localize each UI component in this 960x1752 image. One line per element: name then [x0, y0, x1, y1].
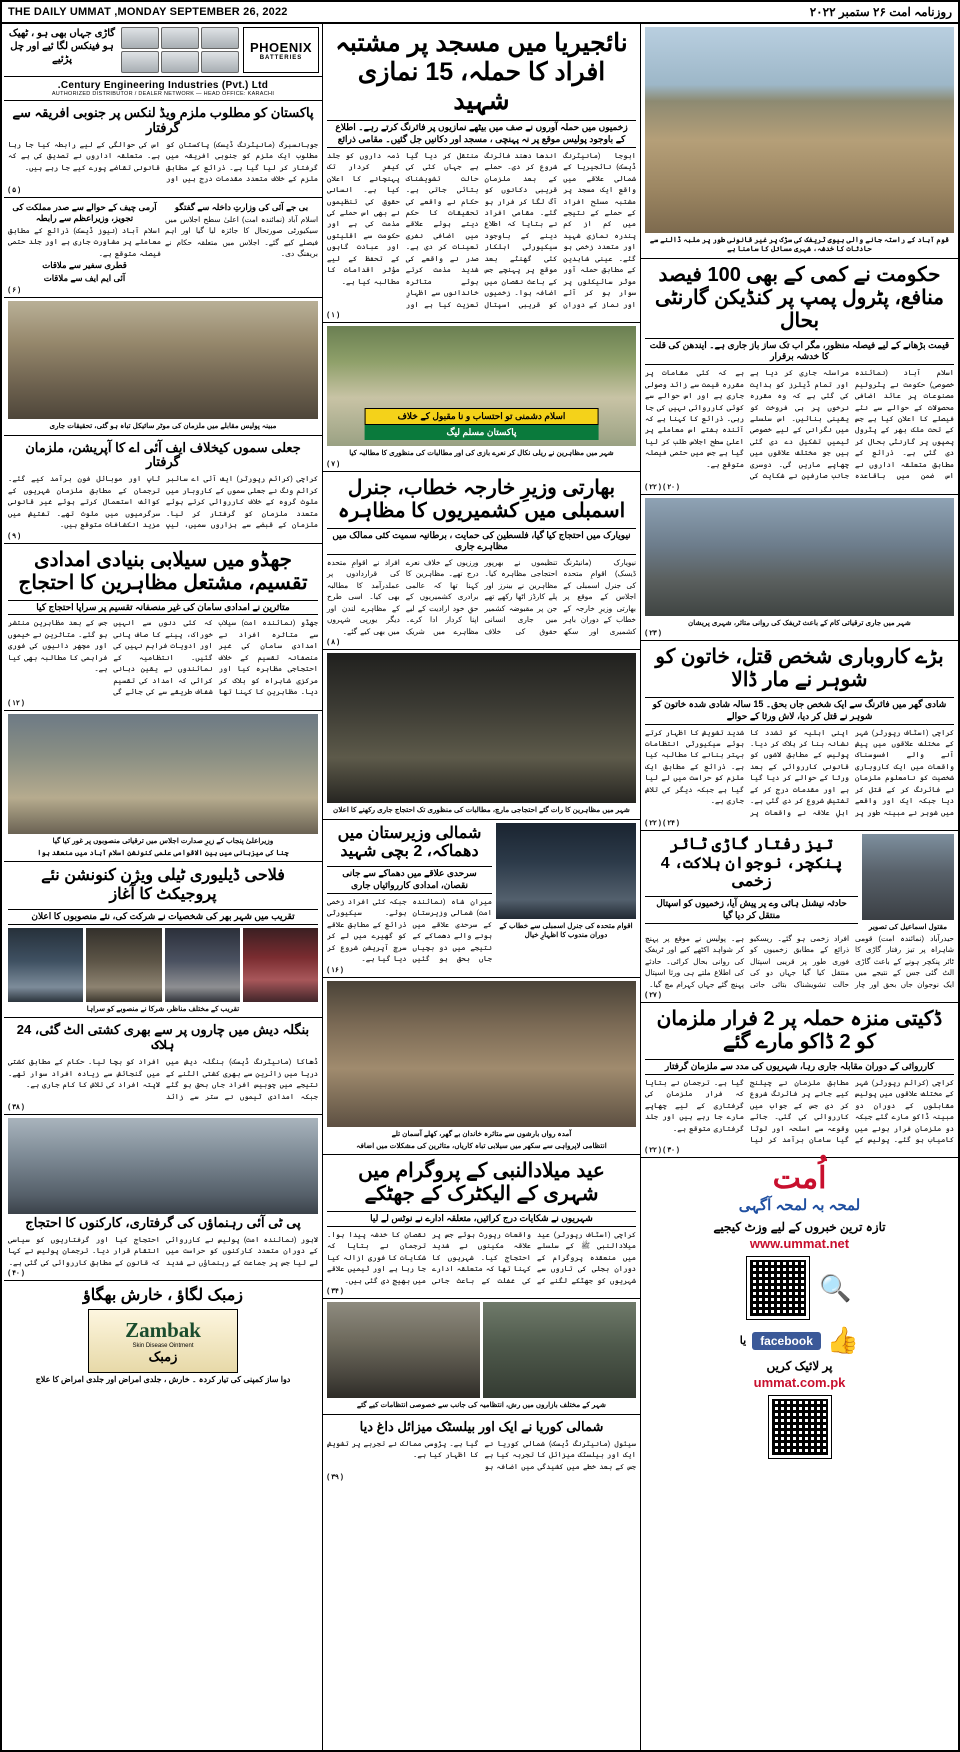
- rally-refs: ( ۷ ): [327, 460, 340, 468]
- qatar-headline: قطری سفیر سے ملاقات: [42, 260, 127, 271]
- story-dacoits-refs: ( ۳۰ ) ( ۲۲ ): [645, 1147, 680, 1155]
- story-accident-body: حیدرآباد (نمائندہ امت) قومی شاہراہ پر تیز رفتار گاڑی کا ٹائر پنکچر ہونے کے باعث گاڑی الٹ گئی جس کے نتیجے میں ایک نوجوان جاں بحق اور چار افراد زخمی ہو گئے۔ ریسکیو ذرائع کے مطابق زخمیوں کو فوری طور پر قریبی اسپتال منتقل کیا گیا جہاں دو کی حالت تشویشناک بتائی جاتی ہے۔ پولیس نے موقع پر پہنچ کر شواہد اکٹھے کیے اور ٹریفک کی روانی بحال کرائی۔ حادثے کی اطلاع ملتے ہی ورثا اسپتال پہنچ گئے جہاں کہرام مچ گیا۔: [645, 933, 954, 989]
- victim-photo: [862, 834, 954, 920]
- flood-family-caption: آمدہ رواں بارشوں سے متاثرہ خاندان بے گھر، کھلے آسمان تلے: [391, 1128, 572, 1138]
- zambak-brand-urdu: زمبک: [148, 1348, 178, 1364]
- phoenix-brand: PHOENIX: [250, 39, 313, 55]
- bangladesh-body: ڈھاکا (مانیٹرنگ ڈیسک) بنگلہ دیش میں دریا میں زائرین سے بھری کشتی الٹنے کے نتیجے میں چوبیس افراد جاں بحق ہو گئے جبکہ امدادی ٹیموں نے ستر سے زائد افراد کو بچا لیا۔ حکام کے مطابق کشتی میں گنجائش سے زیادہ افراد سوار تھے۔ لاپتہ افراد کی تلاش کا کام جاری ہے۔: [8, 1057, 318, 1101]
- construction-refs: ( ۲۳ ): [645, 630, 662, 638]
- story-kashmir-body: نیویارک (مانیٹرنگ ڈیسک) اقوامِ متحدہ کی جنرل اسمبلی کے اجلاس کے موقع پر بھارتی وزیرِ خارجہ کے خطاب کے دوران باہر کشمیری اور سکھ تنظیموں نے بھرپور احتجاجی مظاہرہ کیا۔ مظاہرین نے بینرز اور پلے کارڈز اٹھا رکھے تھے جن پر مقبوضہ کشمیر میں جاری انسانی حقوق کی خلاف ورزیوں کے خلاف نعرے درج تھے۔ مظاہرین کا کہنا تھا کہ عالمی برادری کشمیریوں کے حقِ خود ارادیت کے لیے اپنا کردار ادا کرے۔ مظاہرے میں شریک افراد نے اقوامِ متحدہ کی قراردادوں پر عملدرآمد کا مطالبہ بھی کیا۔ اسی طرح کے مظاہرے لندن اور دیگر یورپی شہروں میں بھی کیے گئے۔: [327, 557, 636, 636]
- phoenix-logo: [243, 27, 319, 73]
- qr-code-site[interactable]: [747, 1257, 809, 1319]
- story-nk-refs: ( ۳۹ ): [327, 1473, 344, 1481]
- phoenix-urdu-line: گاڑی جہاں بھی ہو ، ٹھیک ہو فینکس لگا ئیے اور چل پڑئیے: [8, 28, 116, 65]
- story-accident: [641, 831, 958, 1003]
- zambak-brand: Zambak: [125, 1317, 201, 1342]
- story-kashmir-refs: ( ۸ ): [327, 639, 340, 647]
- fia-refs: ( ۹ ): [8, 532, 21, 540]
- army-chief-headline: آرمی چیف کے حوالے سے صدر مملکت کی تجویز، وزیراعظم سے رابطہ: [12, 201, 157, 223]
- story-dacoits-headline: ڈکیتی منزہ حملہ پر 2 فرار ملزمان کو 2 ڈاکو مارے گئے: [656, 1007, 943, 1053]
- lead-photo-block: [641, 24, 958, 259]
- rally-photo: [327, 326, 636, 446]
- jhuddo-deck: متاثرین نے امدادی سامان کی غیر منصفانہ تقسیم پر سراپا احتجاج کیا: [8, 600, 318, 616]
- market-photo-left: [483, 1302, 636, 1398]
- group-photo-block: [4, 711, 322, 863]
- story-nk-headline: شمالی کوریا نے ایک اور بیلسٹک میزائل داغ دیا: [359, 1418, 604, 1434]
- story-murder: [641, 641, 958, 831]
- bangladesh-refs: ( ۳۸ ): [8, 1104, 25, 1111]
- masthead: [2, 2, 958, 24]
- story-murder-deck: شادی گھر میں فائرنگ سے ایک شخص جاں بحق۔ 15 سالہ شادی شدہ خاتون کو شوہر نے قتل کر دیا، لاش ورثا کے حوالے: [645, 697, 954, 724]
- story-accident-deck: حادثہ نیشنل ہائی وے پر پیش آیا، زخمیوں کو اسپتال منتقل کر دیا گیا: [645, 896, 858, 923]
- story-dacoits: [641, 1003, 958, 1159]
- pti-body: لاہور (نمائندہ امت) پولیس نے کارروائی کے دوران متعدد کارکنوں کو حراست میں لے لیا جس پر جماعت کے رہنماؤں نے شدید احتجاج کیا اور گرفتاریوں کو سیاسی انتقام قرار دیا۔ ترجمان پولیس نے کہا کہ قانون کے مطابق کارروائی کی گئی ہے۔: [8, 1234, 318, 1267]
- convention-photos-caption: تقریب کے مختلف مناظر، شرکا نے منصوبے کو سراہا: [86, 1003, 240, 1013]
- story-nigeria-headline: نائجیریا میں مسجد پر مشتبہ افراد کا حملہ، 15 نمازی شہید: [335, 29, 628, 115]
- imf-headline: آئی ایم ایف سے ملاقات: [43, 273, 126, 284]
- or-label: یا: [739, 1335, 747, 1348]
- vehicle-icon: [121, 51, 159, 73]
- pti-refs: ( ۴۰ ): [8, 1270, 25, 1278]
- story-murder-body: کراچی (اسٹاف رپورٹر) شہر کے مختلف علاقوں میں پیش آنے والے افسوسناک واقعات میں ایک کاروباری شخصیت کو نامعلوم ملزمان نے فائرنگ کر کے قتل کر دیا جبکہ ایک اور واقعے میں شوہر نے مبینہ طور پر اپنی اہلیہ کو تشدد کا نشانہ بنا کر ہلاک کر دیا۔ پولیس کے مطابق لاشوں کو قانونی کارروائی کے بعد ورثا کے حوالے کر دیا گیا ہے اور مقدمات درج کر کے تفتیش شروع کر دی گئی ہے۔ اہلِ علاقہ نے واقعات پر شدید تشویش کا اظہار کرتے ہوئے سیکیورٹی انتظامات بہتر بنانے کا مطالبہ کیا ہے۔ ذرائع کے مطابق ایک ملزم کو حراست میں لے لیا گیا ہے جبکہ دیگر کی تلاش جاری ہے۔: [645, 727, 954, 817]
- short-items-block: [4, 198, 322, 298]
- zambak-footer: دوا ساز کمپنی کی تیار کردہ ۔ خارش ، جلدی امراض اور جلدی امراض کا علاج: [35, 1375, 291, 1385]
- story-petrol-headline: حکومت نے کمی کے بھی 100 فیصد منافع، پٹرول پمپ پر کنڈیکن گارنٹی بحال: [655, 263, 944, 332]
- ummat-visit-text: تازہ ترین خبروں کے لیے وزٹ کیجیے: [713, 1220, 886, 1235]
- convention-photo-1: [243, 928, 318, 1002]
- story-kashmir-protest: [323, 472, 640, 651]
- construction-photo-caption: شہر میں جاری ترقیاتی کام کے باعث ٹریفک کی روانی متاثر، شہری پریشان: [688, 617, 911, 627]
- story-petrol: [641, 259, 958, 495]
- vehicle-icon: [161, 27, 199, 49]
- un-speaker-photo: [496, 823, 636, 919]
- un-speaker-caption: اقوام متحدہ کی جنرل اسمبلی سے خطاب کے دوران مندوب کا اظہارِ خیال: [499, 920, 633, 939]
- column-middle: [322, 24, 640, 1750]
- story-kashmir-headline: بھارتی وزیرِ خارجہ خطاب، جنرل اسمبلی میں کشمیریوں کا مظاہرہ: [337, 476, 626, 522]
- vehicle-icon: [161, 51, 199, 73]
- fia-headline: جعلی سموں کیخلاف ایف آئی اے کا آپریشن، ملزمان گرفتار: [25, 439, 301, 470]
- victim-photo-caption: مقتول اسماعیل کی تصویر: [868, 922, 948, 932]
- story-dacoits-body: کراچی (کرائم رپورٹر) شہر کے مختلف علاقوں میں پولیس مقابلوں کے دوران دو مبینہ ڈاکو مارے گئے جبکہ دو ملزمان فرار ہونے میں کامیاب ہو گئے۔ پولیس کے مطابق ملزمان نے چیلنج کیے جانے پر فائرنگ شروع کر دی جس کے جواب میں کارروائی کی گئی۔ جائے وقوعہ سے اسلحہ اور لوٹا گیا سامان برآمد کر لیا گیا ہے۔ ترجمان نے بتایا کہ فرار ملزمان کی گرفتاری کے لیے چھاپے مارے جا رہے ہیں اور جلد گرفتاری متوقع ہے۔: [645, 1077, 954, 1144]
- story-jhuddo: [4, 544, 322, 711]
- vehicle-icon: [201, 51, 239, 73]
- ummat-url[interactable]: www.ummat.net: [749, 1236, 850, 1252]
- rally-photo-block: [323, 323, 640, 471]
- story-nk-body: سیئول (مانیٹرنگ ڈیسک) شمالی کوریا نے ایک اور بیلسٹک میزائل کا تجربہ کیا ہے جس کے بعد خطے میں کشیدگی میں اضافہ ہو گیا ہے۔ پڑوسی ممالک نے تجربے پر تشویش کا اظہار کیا ہے۔: [327, 1438, 636, 1471]
- pti-headline: پی ٹی آئی رہنماؤں کی گرفتاری، کارکنوں کا احتجاج: [25, 1215, 301, 1230]
- zambak-headline: زمبک لگاؤ ، خارش بھگاؤ: [83, 1287, 243, 1305]
- construction-photo-block: [641, 495, 958, 641]
- story-nigeria-deck: زخمیوں میں حملہ آوروں نے صف میں بیٹھے نمازیوں پر فائرنگ کرتے رہے۔ اطلاع کے باوجود پولیس موقع پر نہ پہنچی ، مسجد اور دکانیں جل گئیں۔ مقامی ذرائع: [327, 120, 636, 147]
- column-right: [640, 24, 958, 1750]
- masthead-left-title: THE DAILY UMMAT ,MONDAY SEPTEMBER 26, 2022: [8, 6, 288, 18]
- story-waziristan-refs: ( ۱۶ ): [327, 966, 344, 974]
- qr-code-facebook[interactable]: [769, 1396, 831, 1458]
- wreck-photo: [8, 301, 318, 419]
- construction-photo: [645, 498, 954, 616]
- convention-photo-2: [165, 928, 240, 1002]
- story-eid-body: کراچی (اسٹاف رپورٹر) عید میلادالنبی ﷺ کے سلسلے میں منعقدہ پروگرام کے دوران بجلی کی تاروں سے شہریوں کو جھٹکے لگنے کے واقعات رپورٹ ہوئے جس پر علاقہ مکینوں نے شدید احتجاج کیا۔ شہریوں کا کہنا تھا کہ متعلقہ ادارے کی غفلت کے باعث جانی نقصان کا خدشہ پیدا ہوا۔ ترجمان نے بتایا کہ شکایات کا فوری ازالہ کیا جا رہا ہے اور ٹیمیں علاقے میں بھیج دی گئی ہیں۔: [327, 1229, 636, 1285]
- jhuddo-headline: جھڈو میں سیلابی بنیادی امدادی تقسیم، مشتعل مظاہرین کا احتجاج: [18, 548, 308, 594]
- vehicle-icon: [201, 27, 239, 49]
- story-murder-headline: بڑے کاروباری شخص قتل، خاتون کو شوہر نے مار ڈالا: [655, 646, 944, 692]
- police-photo: [8, 1118, 318, 1214]
- story-nigeria-refs: ( ۱ ): [327, 312, 340, 320]
- story-waziristan-deck: سرحدی علاقے میں دھماکے سے جانی نقصان، امدادی کارروائیاں جاری: [327, 866, 492, 893]
- story-eid-electric: [323, 1155, 640, 1299]
- group-photo-caption: وزیراعلیٰ پنجاب کے زیرِ صدارت اجلاس میں ترقیاتی منصوبوں پر غور کیا گیا: [52, 835, 274, 845]
- pak-africa-body: جوہانسبرگ (مانیٹرنگ ڈیسک) پاکستان کو مطلوب ایک ملزم کو جنوبی افریقہ میں گرفتار کر لیا گیا ہے۔ ذرائع کے مطابق ملزم کے خلاف متعدد مقدمات درج ہیں اور اس کی حوالگی کے لیے رابطہ کیا جا رہا ہے۔ متعلقہ اداروں نے تصدیق کی ہے کہ قانونی تقاضے پورے کیے جا رہے ہیں۔: [8, 139, 318, 184]
- isi-headline: بی جے آئی کی وزارتِ داخلہ سے گفتگو: [174, 201, 309, 212]
- story-murder-refs: ( ۲۴ ) ( ۲۲ ): [645, 820, 680, 828]
- market-caption: شہر کے مختلف بازاروں میں رش، انتظامیہ کی جانب سے خصوصی انتظامات کیے گئے: [356, 1400, 607, 1410]
- zambak-brand-sub: Skin Disease Ointment: [132, 1342, 194, 1349]
- vehicle-icon: [121, 27, 159, 49]
- ummat-site[interactable]: ummat.com.pk: [753, 1375, 846, 1391]
- thumbs-up-icon: 👍: [826, 1325, 860, 1356]
- lead-photo: [645, 27, 954, 233]
- phoenix-sub: BATTERIES: [259, 54, 303, 61]
- story-petrol-body: اسلام آباد (نمائندہ خصوصی) حکومت نے پٹرولیم مصنوعات پر عائد اضافی محصولات کے حوالے سے نئے فیصلے کا اعلان کیا ہے جس کے تحت ملک بھر کے پٹرول پمپوں پر گارنٹی بحال کر دی گئی ہے۔ ذرائع کے مطابق متعلقہ اداروں نے اس ضمن میں باقاعدہ مراسلہ جاری کر دیا ہے اور تمام ڈیلرز کو ہدایت کی گئی ہے کہ وہ مقررہ نرخوں پر ہی فروخت کو یقینی بنائیں۔ اس سلسلے میں نگرانی کے لیے خصوصی ٹیمیں تشکیل دے دی گئی ہیں جو مختلف علاقوں میں چھاپے ماریں گی۔ دوسری جانب صارفین نے شکایت کی ہے کہ کئی مقامات پر مقررہ قیمت سے زائد وصولی جاری ہے اور اس حوالے سے کوئی کارروائی نہیں کی جا رہی۔ ذرائع کا کہنا ہے کہ آئندہ ہفتے اس معاملے پر اعلیٰ سطح اجلاس طلب کر لیا گیا ہے جس میں حتمی فیصلہ متوقع ہے۔: [645, 368, 954, 481]
- story-accident-refs: ( ۲۷ ): [645, 991, 662, 999]
- night-march-caption: شہر میں مظاہرین کا رات گئے احتجاجی مارچ، مطالبات کی منظوری تک احتجاج جاری رکھنے کا اعلان: [333, 805, 630, 815]
- story-kashmir-deck: نیویارک میں احتجاج کیا گیا، فلسطین کی حمایت ، برطانیہ سمیت کئی ممالک میں مظاہرے جاری: [327, 528, 636, 555]
- phoenix-battery-ad: [4, 24, 322, 77]
- story-eid-deck: شہریوں نے شکایات درج کرائیں، متعلقہ ادارے نے نوٹس لے لیا: [327, 1211, 636, 1227]
- army-chief-body: اسلام آباد (نیوز ڈیسک) ذرائع کے مطابق معاملے پر مشاورت جاری ہے اور جلد حتمی فیصلہ متوقع ہے۔: [8, 225, 161, 258]
- jhuddo-body: جھڈو (نمائندہ امت) سیلاب سے متاثرہ افراد نے امدادی سامان کی غیر منصفانہ تقسیم کے خلاف احتجاجی مظاہرہ کیا اور مرکزی شاہراہ کو بلاک کر دیا۔ مظاہرین کا کہنا تھا کہ کئی دنوں سے انہیں خوراک، پینے کا صاف پانی اور ادویات فراہم نہیں کی گئیں۔ انتظامیہ کے نمائندوں نے یقین دہانی کرائی کہ امداد کی تقسیم شفاف طریقے سے کی جائے گی جس کے بعد مظاہرین منتشر ہو گئے۔ متاثرین نے خیموں اور مچھر دانیوں کی فوری فراہمی کا مطالبہ بھی کیا ہے۔: [8, 618, 318, 697]
- convention-caption: چنا کی میزبانی میں بین الاقوامی علمی کنونشن اسلام آباد میں منعقد ہوا: [37, 848, 289, 858]
- market-photo-block: [323, 1299, 640, 1414]
- story-petrol-deck: قیمت بڑھانے کے لیے فیصلہ منظور، مگر اب تک ساز باز جاری ہے۔ ایندھن کی قلت کا خدشہ برقرار: [645, 338, 954, 365]
- facebook-like-text: پر لائیک کریں: [766, 1359, 833, 1374]
- bangladesh-headline: بنگلہ دیش میں چاروں پر سے بھری کشتی الٹ گئی، 24 ہلاک: [16, 1022, 310, 1053]
- wreck-caption: مبینہ پولیس مقابلے میں ملزمان کی موٹر سائیکل تباہ ہو گئی، تحقیقات جاری: [49, 421, 277, 431]
- story-bangladesh: [4, 1018, 322, 1115]
- convention-deck: تقریب میں شہر بھر کی شخصیات نے شرکت کی، نئے منصوبوں کا اعلان: [8, 909, 318, 925]
- zambak-ad: [4, 1281, 322, 1388]
- rally-banner-green: پاکستان مسلم لیگ: [364, 425, 599, 440]
- short-items-refs: ( ۶ ): [8, 287, 21, 295]
- phoenix-vehicles: [121, 27, 239, 73]
- isi-body: اسلام آباد (نمائندہ امت) اعلیٰ سطح اجلاس میں سیکیورٹی صورتحال کا جائزہ لیا گیا اور اہم فیصلے کیے گئے۔ اجلاس میں متعلقہ حکام نے بریفنگ دی۔: [165, 214, 318, 259]
- flood-family-photo: [327, 981, 636, 1127]
- convention-photo-3: [86, 928, 161, 1002]
- story-north-korea: [323, 1415, 640, 1484]
- jhuddo-refs: ( ۱۲ ): [8, 699, 25, 707]
- story-accident-headline: تیز رفتار گاڑی ٹائر پنکچر، نوجوان ہلاکت، 4 زخمی: [660, 836, 843, 891]
- story-nigeria-mosque: [323, 24, 640, 323]
- facebook-badge[interactable]: facebook: [752, 1332, 821, 1350]
- lead-photo-caption: قوم آباد کے راستہ جانے والی ہیوی ٹریفک کی سڑک پر غیر قانونی طور پر ملبہ ڈالنے سے حادثات کا خدشہ، شہری مسائل کا سامنا ہے: [649, 235, 950, 254]
- story-nigeria-body: ابوجا (مانیٹرنگ ڈیسک) نائجیریا کے شمالی علاقے میں واقع ایک مسجد پر مشتبہ مسلح افراد کے حملے کے نتیجے میں کم از کم پندرہ نمازی شہید اور متعدد زخمی ہو گئے۔ عینی شاہدین کے مطابق حملہ آور موٹر سائیکلوں پر سوار ہو کر آئے اور نماز کے دوران اندھا دھند فائرنگ شروع کر دی۔ حملے کے بعد ملزمان قریبی دکانوں کو آگ لگا کر فرار ہو گئے۔ مقامی افراد نے بتایا کہ اطلاع دینے کے باوجود سیکیورٹی اہلکار کئی گھنٹے بعد موقع پر پہنچے جس کے باعث نقصان میں اضافہ ہوا۔ زخمیوں کو قریبی اسپتال منتقل کر دیا گیا ہے جہاں کئی کی حالت تشویشناک بتائی جاتی ہے۔ حکام نے واقعے کی تحقیقات کا حکم دیتے ہوئے علاقے میں اضافی نفری تعینات کر دی ہے۔ صدر نے واقعے کی شدید مذمت کرتے ہوئے متاثرہ خاندانوں سے اظہارِ تعزیت کیا ہے اور ذمہ داروں کو جلد کیفرِ کردار تک پہنچانے کا اعلان کیا ہے۔ انسانی حقوق کی تنظیموں نے بھی اس حملے کی مذمت کی ہے اور حکومت سے اقلیتوں اور عبادت گاہوں کے تحفظ کے لیے مؤثر اقدامات کا مطالبہ کیا ہے۔: [327, 150, 636, 309]
- market-photo-right: [327, 1302, 480, 1398]
- night-march-block: [323, 650, 640, 819]
- century-engineering-ad: [4, 77, 322, 101]
- rally-photo-caption: شہر میں مظاہرین نے ریلی نکال کر نعرے بازی کی اور مطالبات کی منظوری کا مطالبہ کیا: [349, 448, 614, 458]
- story-waziristan-body: میران شاہ (نمائندہ امت) شمالی وزیرستان کے سرحدی علاقے میں ہونے والے دھماکے کے نتیجے میں دو بچیاں جاں بحق ہو گئیں جبکہ کئی افراد زخمی ہوئے۔ سیکیورٹی ذرائع کے مطابق علاقے کو گھیرے میں لے کر سرچ آپریشن شروع کر دیا گیا ہے۔: [327, 896, 492, 964]
- flood-family-block: [323, 978, 640, 1156]
- century-sub: AUTHORIZED DISTRIBUTOR / DEALER NETWORK — HEAD OFFICE: KARACHI: [51, 91, 275, 97]
- ummat-tagline: لمحہ بہ لمحہ آگہی: [738, 1197, 861, 1215]
- rally-banner-yellow: اسلام دشمنی تو احتساب و نا مقبول کے خلاف: [364, 408, 599, 425]
- masthead-right-title: روزنامہ امت ۲۶ ستمبر ۲۰۲۲: [809, 5, 952, 19]
- ummat-promo-ad: [641, 1158, 958, 1464]
- pak-africa-refs: ( ۵ ): [8, 186, 21, 194]
- century-name: Century Engineering Industries (Pvt.) Ltd.: [57, 80, 269, 91]
- convention-headline: فلاحی ڈیلیوری ٹیلی ویژن کنونشن نئے پروجیکٹ کا آغاز: [41, 867, 285, 903]
- convention-photo-4: [8, 928, 83, 1002]
- night-march-photo: [327, 653, 636, 803]
- magnifier-icon: 🔍: [819, 1272, 852, 1303]
- wreck-photo-block: [4, 298, 322, 435]
- page-body: [2, 24, 958, 1750]
- ummat-logo: اُمت: [772, 1162, 827, 1196]
- story-waziristan-headline: شمالی وزیرستان میں دھماکہ، 2 بچی شہید: [337, 824, 482, 860]
- column-left: [4, 24, 322, 1750]
- zambak-pack: [88, 1309, 238, 1373]
- story-waziristan: [323, 820, 640, 978]
- story-eid-headline: عید میلادالنبی کے پروگرام میں شہری کے الیکٹرک کے جھٹکے: [358, 1160, 605, 1206]
- story-pak-africa: [4, 101, 322, 198]
- story-eid-refs: ( ۳۴ ): [327, 1288, 344, 1296]
- story-pti-arrests: [4, 1115, 322, 1281]
- group-photo: [8, 714, 318, 834]
- flood-relief-caption: انتظامی لاپرواہی سے سکھر میں سیلابی تباہ کاریاں، متاثرین کی مشکلات میں اضافہ: [356, 1140, 607, 1150]
- fia-body: کراچی (کرائم رپورٹر) ایف آئی اے سائبر کرائم ونگ نے جعلی سموں کے کاروبار میں ملوث گروہ کے خلاف کارروائی کرتے ہوئے متعدد ملزمان کو گرفتار کر لیا۔ ملزمان کے قبضے سے ہزاروں سمیں، لیپ ٹاپ اور موبائل فون برآمد کیے گئے۔ ترجمان کے مطابق ملزمان شہریوں کے کوائف استعمال کرتے ہوئے غیر قانونی سرگرمیوں میں ملوث تھے۔ تفتیش میں مزید انکشافات متوقع ہیں۔: [8, 474, 318, 530]
- story-dacoits-deck: کارروائی کے دوران مقابلہ جاری رہا، شہریوں کی مدد سے ملزمان گرفتار: [645, 1059, 954, 1075]
- story-fia: [4, 436, 322, 544]
- pak-africa-headline: پاکستان کو مطلوب ملزم ویڈ لنکس پر جنوبی افریقہ سے گرفتار: [12, 105, 314, 135]
- story-convention: [4, 862, 322, 1018]
- story-petrol-refs: ( ۲۰ ) ( ۲۲ ): [645, 483, 680, 491]
